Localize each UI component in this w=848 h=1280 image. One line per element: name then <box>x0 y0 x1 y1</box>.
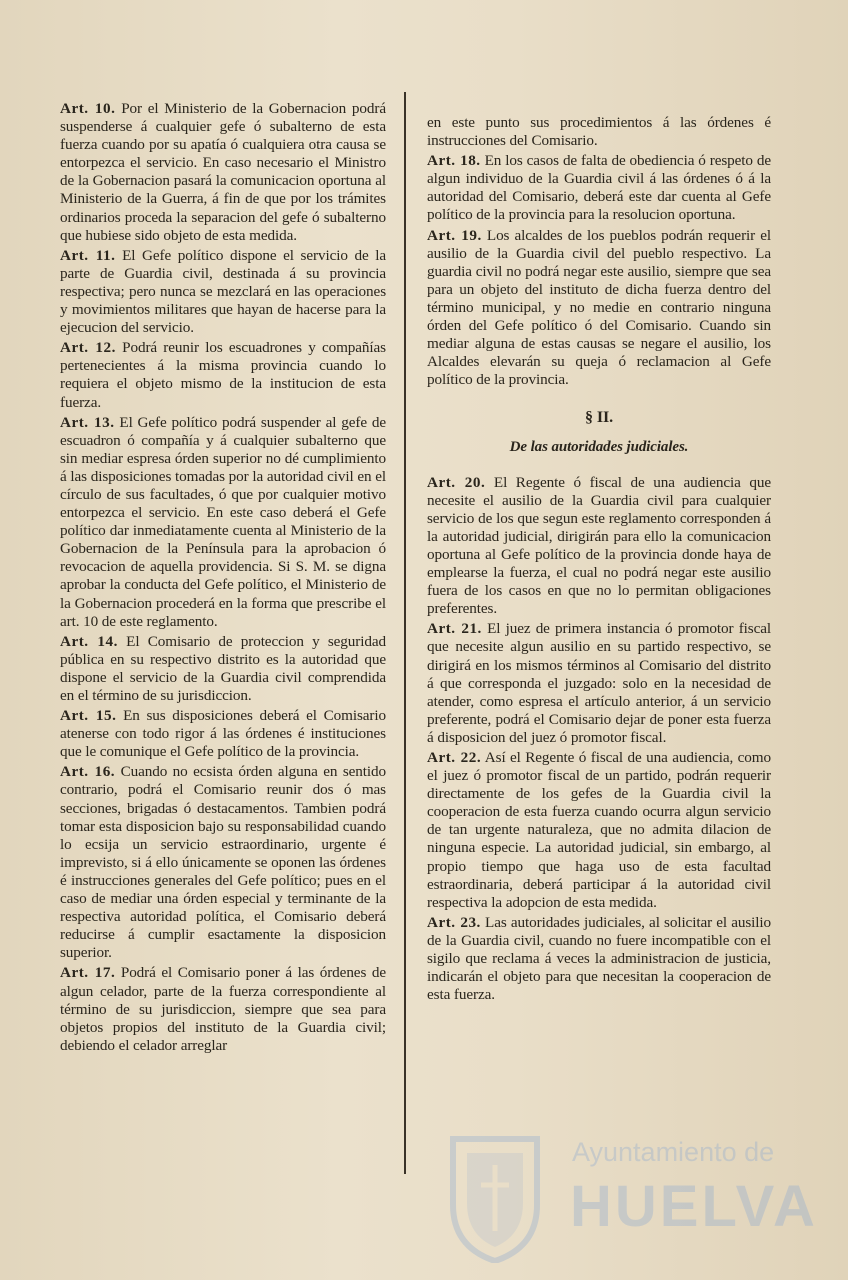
article-20: Art. 20. El Regente ó fiscal de una audiencia que necesite el ausilio de la Guardia civil para cualquier servicio de los que segun este reglamento corresponden á la autoridad judicial, dirigirán para ello la comunicacion oportuna al Gefe político de la provincia donde haya de emplearse la fuerza, el cual no podrá negar este ausilio fuera de los casos en que no lo permitan obligaciones preferentes. <box>427 473 771 618</box>
article-22: Art. 22. Así el Regente ó fiscal de una audiencia, como el juez ó promotor fiscal de un partido, podrán requerir directamente de los gefes de la Guardia civil la cooperacion de esta fuerza cuando ocurra algun servicio de tan urgente naturaleza, que no admita dilacion de ninguna especie. La autoridad judicial, sin embargo, al propio tiempo que haga uso de esta facultad estraordinaria, deberá participar á la autoridad civil respectiva la adopcion de esta medida. <box>427 749 772 911</box>
article-21: Art. 21. El juez de primera instancia ó promotor fiscal que necesite algun ausilio en su partido respectivo, se dirigirá en los mismos términos al Comisario del distrito á que corresponda el juzgado: solo en la necesidad de atender, como espresa el artículo anterior, á un servicio preferente, podrá el Comisario dejar de poner esta fuerza á disposicion del juez ó promotor fiscal. <box>427 620 771 746</box>
section-heading: § II. <box>585 409 613 427</box>
right-column <box>427 114 771 1006</box>
watermark-line1: Ayuntamiento de <box>572 1137 775 1167</box>
shield-icon <box>445 1135 545 1263</box>
article-18: Art. 18. En los casos de falta de obediencia ó respeto de algun individuo de la Guardia civil á las órdenes ó á la autoridad del Comisario, deberá este dar cuenta al Gefe político de la provincia para la resolucion oportuna. <box>427 152 771 224</box>
watermark <box>445 1135 818 1265</box>
article-14: Art. 14. El Comisario de proteccion y seguridad pública en su respectivo distrito es la autoridad que dispone el servicio de la Guardia civil comprendida en el término de su jurisdiccion. <box>60 632 386 704</box>
article-16: Art. 16. Cuando no ecsista órden alguna en sentido contrario, podrá el Comisario reunir dos ó mas secciones, brigadas ó destacamentos. Tambien podrá tomar esta disposicion bajo su responsabilidad cuando lo ecsija un servicio estraordinario, urgente é imprevisto, si á ello únicamente se oponen las órdenes é instrucciones generales del Gefe político; pues en el caso de mediar una órden especial y terminante de la respectiva autoridad política, el Comisario deberá reducirse á cumplir esactamente la disposicion superior. <box>60 763 386 962</box>
article-11: Art. 11. El Gefe político dispone el servicio de la parte de Guardia civil, destinada á su provincia respectiva; pero nunca se mezclará en las operaciones y movimientos militares que hayan de hacerse para la ejecucion del servicio. <box>60 246 386 337</box>
article-15: Art. 15. En sus disposiciones deberá el Comisario atenerse con todo rigor á las órdenes é instituciones que le comunique el Gefe político de la provincia. <box>60 707 386 761</box>
article-19: Art. 19. Los alcaldes de los pueblos podrán requerir el ausilio de la Guardia civil del pueblo respectivo. La guardia civil no podrá negar este ausilio, siempre que sea para un objeto del instituto de dicha fuerza dentro del término municipal, y no medie en contrario ninguna órden del Gefe político ó del Comisario. Cuando sin mediar alguna de estas causas se negare el ausilio, los Alcaldes elevarán su queja ó reclamacion al Gefe político de la provincia. <box>427 226 771 389</box>
article-17: Art. 17. Podrá el Comisario poner á las órdenes de algun celador, parte de la fuerza correspondiente al término de su jurisdiccion, siempre que sea para objetos propios del instituto de la Guardia civil; debiendo el celador arreglar <box>60 964 386 1054</box>
section-subtitle: De las autoridades judiciales. <box>509 438 689 455</box>
article-13: Art. 13. El Gefe político podrá suspender al gefe de escuadron ó compañía y á cualquier subalterno que sin mediar espresa órden superior no dé cumplimiento á las disposiciones tomadas por la autoridad civil en el círculo de sus facultades, ó que por cualquier motivo entorpezca el servicio. En este caso deberá el Gefe político dar inmediatamente cuenta al Ministerio de la Gobernacion de la Península para la aprobacion ó revocacion de aquella providencia. Si S. M. se digna aprobar la conducta del Gefe político, el Ministerio de la Gobernacion procederá en la forma que prescribe el art. 10 de este reglamento. <box>60 413 386 630</box>
column-divider <box>404 92 406 1174</box>
article-17-continued: en este punto sus procedimientos á las órdenes é instrucciones del Comisario. <box>427 114 771 150</box>
article-12: Art. 12. Podrá reunir los escuadrones y compañías pertenecientes á la misma provincia cuando lo requiera el objeto mismo de la institucion de esta fuerza. <box>60 339 386 411</box>
watermark-line2: HUELVA <box>570 1174 818 1239</box>
article-10: Art. 10. Por el Ministerio de la Gobernacion podrá suspenderse á cualquier gefe ó subalterno de esta fuerza cuando por su apatía ó cualquiera otra causa se entorpezca el servicio. En caso necesario el Ministro de la Gobernacion pasará la comunicacion oportuna al Ministerio de la Guerra, á fin de que por los trámites ordinarios proceda la separacion del gefe ó subalterno que hubiese sido objeto de esta medida. <box>60 100 386 244</box>
article-23: Art. 23. Las autoridades judiciales, al solicitar el ausilio de la Guardia civil, cuando no fuere incompatible con el sigilo que reclama á veces la administracion de justicia, indicarán el objeto para que necesitan la cooperacion de esta fuerza. <box>427 913 771 1004</box>
left-column <box>60 100 386 1057</box>
